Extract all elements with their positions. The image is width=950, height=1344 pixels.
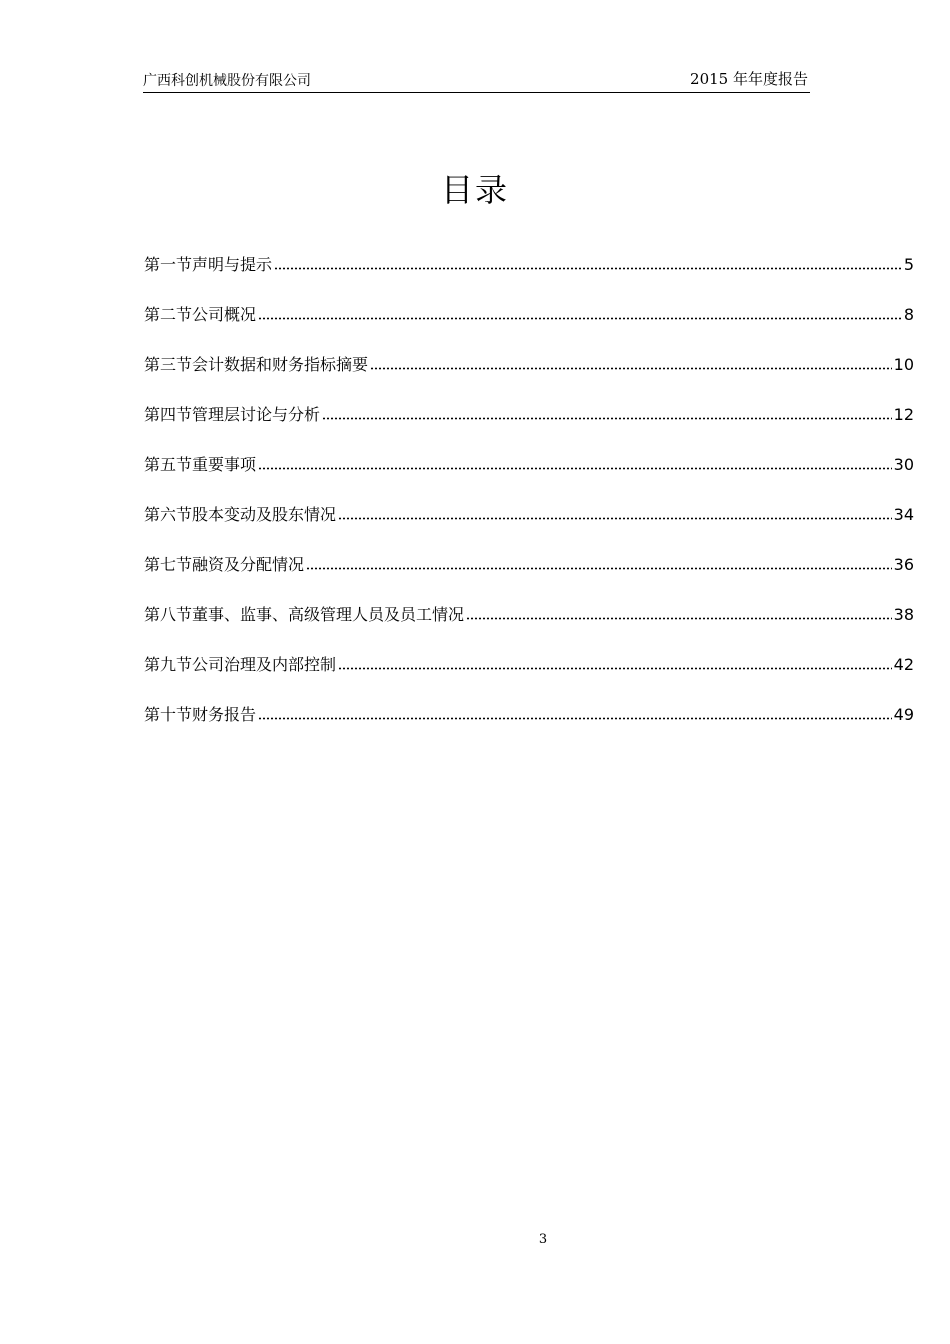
- toc-entry-page: 49: [893, 705, 914, 724]
- toc-entry-page: 12: [893, 405, 914, 424]
- toc-entry-label: 第一节声明与提示: [144, 255, 273, 274]
- toc-entry[interactable]: [144, 553, 914, 603]
- toc-entry[interactable]: [144, 253, 914, 303]
- toc-dot-leader: [258, 467, 892, 470]
- toc-dot-leader: [322, 417, 892, 420]
- toc-entry[interactable]: [144, 353, 914, 403]
- header-company-name: 广西科创机械股份有限公司: [143, 73, 311, 89]
- toc-dot-leader: [258, 717, 892, 720]
- toc-entry-label: 第二节公司概况: [144, 305, 257, 324]
- toc-dot-leader: [306, 567, 892, 570]
- toc-dot-leader: [258, 317, 902, 320]
- toc-entry-label: 第三节会计数据和财务指标摘要: [144, 355, 369, 374]
- toc-dot-leader: [338, 517, 892, 520]
- toc-entry-label: 第十节财务报告: [144, 705, 257, 724]
- toc-dot-leader: [466, 617, 892, 620]
- toc-entry[interactable]: [144, 403, 914, 453]
- toc-entry[interactable]: [144, 503, 914, 553]
- toc-entry-label: 第七节融资及分配情况: [144, 555, 305, 574]
- toc-entry-page: 34: [893, 505, 914, 524]
- toc-entry-page: 36: [893, 555, 914, 574]
- toc-dot-leader: [370, 367, 892, 370]
- toc-entry-label: 第九节公司治理及内部控制: [144, 655, 337, 674]
- toc-dot-leader: [274, 267, 902, 270]
- toc-entry[interactable]: [144, 653, 914, 703]
- toc-entry-label: 第四节管理层讨论与分析: [144, 405, 321, 424]
- toc-title: 目录: [440, 171, 509, 209]
- toc-entry-label: 第六节股本变动及股东情况: [144, 505, 337, 524]
- toc-entry-label: 第五节重要事项: [144, 455, 257, 474]
- toc-entry[interactable]: [144, 303, 914, 353]
- toc-entry[interactable]: [144, 603, 914, 653]
- page-number: 3: [538, 1232, 548, 1247]
- toc-entry[interactable]: [144, 703, 914, 753]
- toc-entry-label: 第八节董事、监事、高级管理人员及员工情况: [144, 605, 465, 624]
- toc-entry-page: 38: [893, 605, 914, 624]
- table-of-contents: [144, 253, 914, 753]
- page-header: [143, 68, 810, 93]
- toc-entry-page: 8: [903, 305, 914, 324]
- toc-entry[interactable]: [144, 453, 914, 503]
- header-report-title: 2015 年年度报告: [690, 70, 808, 88]
- toc-entry-page: 42: [893, 655, 914, 674]
- toc-entry-page: 5: [903, 255, 914, 274]
- toc-entry-page: 30: [893, 455, 914, 474]
- toc-entry-page: 10: [893, 355, 914, 374]
- toc-dot-leader: [338, 667, 892, 670]
